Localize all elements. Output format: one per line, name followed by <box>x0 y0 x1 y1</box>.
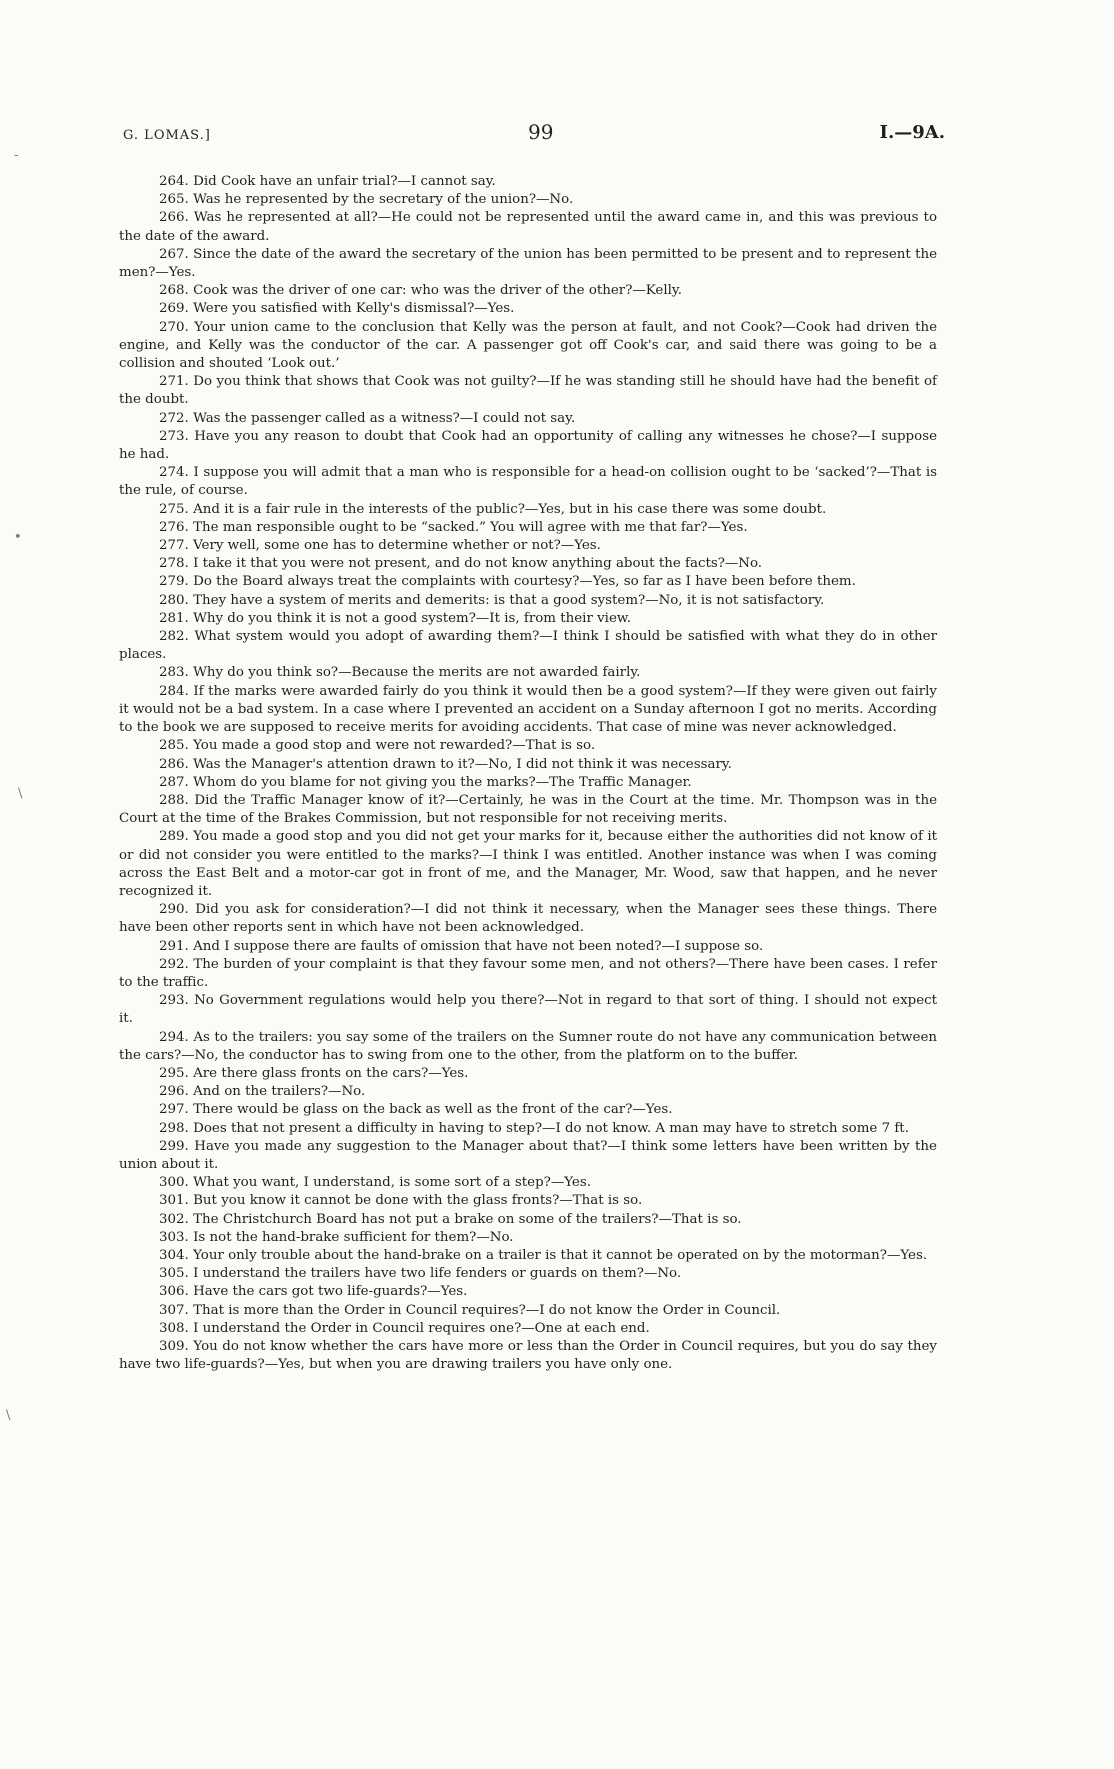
question-text: And it is a fair rule in the interests of the public?—Yes, but in his case there was some doubt. <box>193 501 827 517</box>
question-text: As to the trailers: you say some of the trailers on the Sumner route do not have any communication between the cars?—No, the conductor has to swing from one to the other, from the platform on to the buffer. <box>119 1029 937 1063</box>
question-text: They have a system of merits and demerits: is that a good system?—No, it is not satisfactory. <box>193 592 825 608</box>
question-number: 274. <box>159 465 189 481</box>
question-paragraph <box>119 956 937 992</box>
question-number: 301. <box>159 1193 189 1209</box>
question-text: No Government regulations would help you there?—Not in regard to that sort of thing. I should not expect it. <box>119 993 938 1027</box>
question-paragraph <box>119 173 937 191</box>
question-number: 297. <box>159 1102 189 1118</box>
question-paragraph <box>119 737 937 755</box>
question-paragraph <box>119 555 937 573</box>
question-number: 306. <box>159 1284 189 1300</box>
question-paragraph <box>119 664 937 682</box>
question-text: Was the passenger called as a witness?—I could not say. <box>193 410 576 426</box>
question-text: And I suppose there are faults of omission that have not been noted?—I suppose so. <box>193 938 764 954</box>
question-number: 277. <box>159 538 189 554</box>
question-text: Was the Manager's attention drawn to it?—No, I did not think it was necessary. <box>193 756 732 772</box>
question-text: You do not know whether the cars have more or less than the Order in Council requires, but you do say they have two life-guards?—Yes, but when you are drawing trailers you have only one. <box>119 1339 937 1373</box>
question-text: Does that not present a difficulty in having to step?—I do not know. A man may have to stretch some 7 ft. <box>193 1120 909 1136</box>
question-text: You made a good stop and you did not get your marks for it, because either the authorities did not know of it or did not consider you were entitled to the marks?—I think I was entitled. Another instance was when I was coming across the East Belt and a motor-car got in front of me, and the Manager, Mr. Wood, saw that happen, and he never recognized it. <box>119 829 937 899</box>
question-text: Did Cook have an unfair trial?—I cannot say. <box>193 174 496 189</box>
question-paragraph <box>119 319 937 374</box>
question-paragraph <box>119 828 937 901</box>
question-number: 270. <box>159 319 189 335</box>
question-paragraph <box>119 1229 937 1247</box>
question-number: 284. <box>159 683 189 699</box>
question-number: 302. <box>159 1211 189 1227</box>
question-number: 303. <box>159 1229 189 1245</box>
question-text: But you know it cannot be done with the glass fronts?—That is so. <box>193 1193 643 1209</box>
question-number: 266. <box>159 210 189 226</box>
question-number: 280. <box>159 592 189 608</box>
question-paragraph <box>119 792 937 828</box>
question-text: Your only trouble about the hand-brake on a trailer is that it cannot be operated on by the motorman?—Yes. <box>193 1247 928 1263</box>
question-text: Have you made any suggestion to the Manager about that?—I think some letters have been written by the union about it. <box>119 1138 937 1172</box>
question-paragraph <box>119 1029 937 1065</box>
question-text: That is more than the Order in Council requires?—I do not know the Order in Council. <box>193 1302 781 1318</box>
question-text: I suppose you will admit that a man who is responsible for a head-on collision ought to be ‘sacked’?—That is the rule, of course. <box>119 465 938 499</box>
question-text: Was he represented at all?—He could not be represented until the award came in, and this was previous to the date of the award. <box>119 210 938 244</box>
question-paragraph <box>119 246 937 282</box>
question-text: Did you ask for consideration?—I did not think it necessary, when the Manager sees these things. There have been other reports sent in which have not been acknowledged. <box>119 902 938 936</box>
question-number: 276. <box>159 519 189 535</box>
question-paragraph <box>119 410 937 428</box>
question-number: 268. <box>159 283 189 299</box>
question-paragraph <box>119 1338 937 1374</box>
witness-name: G. LOMAS.] <box>123 128 211 143</box>
scan-mark: - <box>14 148 19 163</box>
question-number: 307. <box>159 1302 189 1318</box>
question-paragraph <box>119 1211 937 1229</box>
question-text: Very well, some one has to determine whether or not?—Yes. <box>193 538 601 554</box>
question-text: Whom do you blame for not giving you the marks?—The Traffic Manager. <box>193 774 692 790</box>
question-text: Why do you think so?—Because the merits are not awarded fairly. <box>193 665 641 681</box>
question-number: 265. <box>159 192 189 208</box>
question-number: 308. <box>159 1320 189 1336</box>
question-paragraph <box>119 519 937 537</box>
question-text: Is not the hand-brake sufficient for them?—No. <box>193 1229 514 1245</box>
question-paragraph <box>119 573 937 591</box>
question-text: You made a good stop and were not rewarded?—That is so. <box>193 738 596 754</box>
question-number: 278. <box>159 556 189 572</box>
question-text: Cook was the driver of one car: who was the driver of the other?—Kelly. <box>193 283 682 299</box>
question-text: Do the Board always treat the complaints with courtesy?—Yes, so far as I have been before them. <box>193 574 856 590</box>
question-paragraph <box>119 901 937 937</box>
question-text: I understand the Order in Council requires one?—One at each end. <box>193 1320 650 1336</box>
question-number: 267. <box>159 246 189 262</box>
question-paragraph <box>119 1265 937 1283</box>
question-number: 295. <box>159 1065 189 1081</box>
question-text: And on the trailers?—No. <box>193 1084 366 1100</box>
question-paragraph <box>119 592 937 610</box>
question-paragraph <box>119 1320 937 1338</box>
question-number: 282. <box>159 629 189 645</box>
question-text: If the marks were awarded fairly do you think it would then be a good system?—If they were given out fairly it would not be a bad system. In a case where I prevented an accident on a Sunday afternoon I got no merits. According to the book we are supposed to receive merits for avoiding accidents. That case of mine was never acknowledged. <box>119 683 937 736</box>
question-number: 272. <box>159 410 189 426</box>
question-number: 305. <box>159 1266 189 1282</box>
question-text: Have you any reason to doubt that Cook had an opportunity of calling any witnesses he chose?—I suppose he had. <box>119 428 937 463</box>
question-number: 298. <box>159 1120 189 1136</box>
question-number: 271. <box>159 374 189 390</box>
document-reference: I.—9A. <box>879 122 945 143</box>
question-text: There would be glass on the back as well as the front of the car?—Yes. <box>193 1102 673 1118</box>
page-header <box>123 120 943 150</box>
question-paragraph <box>119 537 937 555</box>
question-number: 279. <box>159 574 189 590</box>
question-paragraph <box>119 300 937 318</box>
question-text: Your union came to the conclusion that Kelly was the person at fault, and not Cook?—Cook had driven the engine, and Kelly was the conductor of the car. A passenger got off Cook's car, and said there was going to be a collision and shouted ‘Look out.’ <box>119 319 937 372</box>
question-paragraph <box>119 1302 937 1320</box>
question-paragraph <box>119 282 937 300</box>
question-number: 304. <box>159 1247 189 1263</box>
question-text: The Christchurch Board has not put a brake on some of the trailers?—That is so. <box>193 1211 742 1227</box>
question-number: 299. <box>159 1138 189 1154</box>
question-paragraph <box>119 1083 937 1101</box>
question-text: The burden of your complaint is that they favour some men, and not others?—There have been cases. I refer to the traffic. <box>119 956 937 990</box>
question-paragraph <box>119 1247 937 1265</box>
question-number: 264. <box>159 174 189 189</box>
question-number: 291. <box>159 938 189 954</box>
question-text: Are there glass fronts on the cars?—Yes. <box>193 1065 469 1081</box>
question-paragraph <box>119 464 937 500</box>
question-number: 286. <box>159 756 189 772</box>
question-number: 269. <box>159 301 189 317</box>
question-paragraph <box>119 191 937 209</box>
question-number: 293. <box>159 993 189 1009</box>
question-number: 300. <box>159 1175 189 1191</box>
question-number: 281. <box>159 610 189 626</box>
question-paragraph <box>119 1138 937 1174</box>
question-paragraph <box>119 1192 937 1210</box>
question-paragraph <box>119 1120 937 1138</box>
question-paragraph <box>119 774 937 792</box>
scan-mark: \ <box>18 786 23 801</box>
question-number: 309. <box>159 1339 189 1354</box>
scan-mark: • <box>14 530 22 545</box>
question-text: What system would you adopt of awarding them?—I think I should be satisfied with what they do in other places. <box>119 629 938 663</box>
question-paragraph <box>119 756 937 774</box>
question-paragraph <box>119 1283 937 1301</box>
question-number: 283. <box>159 665 189 681</box>
question-text: Did the Traffic Manager know of it?—Certainly, he was in the Court at the time. Mr. Thompson was in the Court at the time of the Brakes Commission, but not responsible for not receiving merits. <box>119 792 937 827</box>
question-text: Were you satisfied with Kelly's dismissal?—Yes. <box>193 301 515 317</box>
question-paragraph <box>119 209 937 245</box>
question-number: 292. <box>159 956 189 972</box>
question-paragraph <box>119 938 937 956</box>
question-number: 290. <box>159 902 189 918</box>
question-text: Have the cars got two life-guards?—Yes. <box>193 1284 468 1300</box>
question-number: 285. <box>159 738 189 754</box>
question-paragraph <box>119 428 937 464</box>
question-number: 273. <box>159 428 189 444</box>
question-paragraph <box>119 1065 937 1083</box>
question-paragraph <box>119 683 937 738</box>
question-paragraph <box>119 992 937 1028</box>
question-number: 289. <box>159 829 189 845</box>
question-text: Do you think that shows that Cook was not guilty?—If he was standing still he should have had the benefit of the doubt. <box>119 374 937 408</box>
question-text: Since the date of the award the secretary of the union has been permitted to be present and to represent the men?—Yes. <box>119 246 937 281</box>
question-paragraph <box>119 373 937 409</box>
question-number: 287. <box>159 774 189 790</box>
question-text: I understand the trailers have two life fenders or guards on them?—No. <box>193 1266 682 1282</box>
page-number: 99 <box>528 120 554 144</box>
question-paragraph <box>119 610 937 628</box>
question-number: 294. <box>159 1029 189 1045</box>
question-number: 275. <box>159 501 189 517</box>
scan-mark: \ <box>6 1408 11 1423</box>
question-text: Why do you think it is not a good system?—It is, from their view. <box>193 610 632 626</box>
testimony-body <box>119 173 937 1374</box>
question-paragraph <box>119 1101 937 1119</box>
question-number: 288. <box>159 792 189 808</box>
question-text: The man responsible ought to be “sacked.” You will agree with me that far?—Yes. <box>193 519 748 535</box>
question-text: Was he represented by the secretary of the union?—No. <box>193 192 574 208</box>
question-number: 296. <box>159 1084 189 1100</box>
question-paragraph <box>119 628 937 664</box>
question-text: What you want, I understand, is some sort of a step?—Yes. <box>193 1175 591 1191</box>
question-text: I take it that you were not present, and do not know anything about the facts?—No. <box>193 556 763 572</box>
question-paragraph <box>119 1174 937 1192</box>
question-paragraph <box>119 501 937 519</box>
